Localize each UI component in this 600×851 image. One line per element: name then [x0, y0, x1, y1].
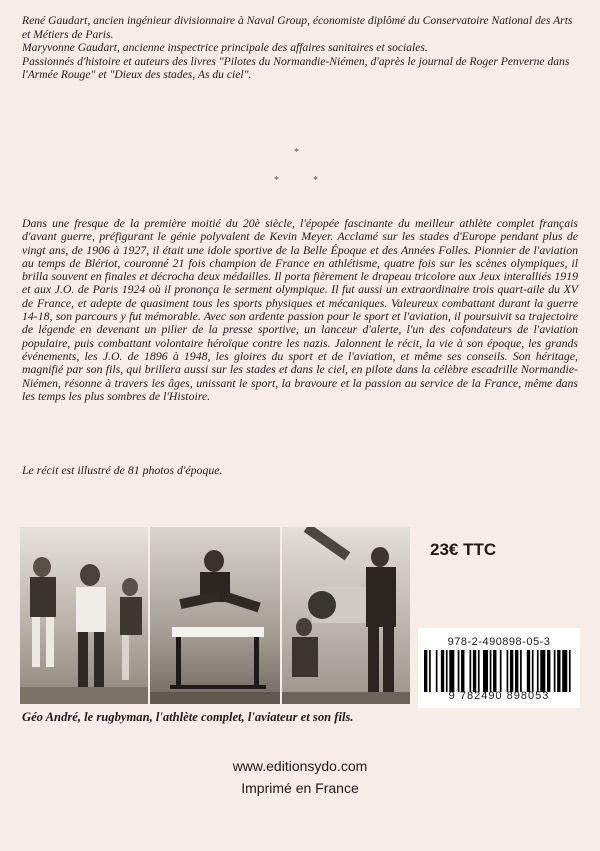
barcode-digits: 9 782490 898053 — [448, 690, 550, 702]
dinkus-star: * — [313, 175, 318, 186]
printed-in-label: Imprimé en France — [241, 780, 359, 796]
author-bio-books: Passionnés d'histoire et auteurs des livres "Pilotes du Normandie-Niémen, d'après le journal de Roger Penverne dans l'Armée Rouge" et "Dieux des stades, As du ciel". — [22, 54, 570, 82]
hurdle-photo — [150, 527, 280, 704]
publisher-footer — [0, 755, 600, 799]
dinkus-separator — [0, 140, 600, 190]
book-blurb: Dans une fresque de la première moitié du 20è siècle, l'épopée fascinante du meilleur athlète complet français d'avant guerre, préfigurant le génie polyvalent de Kevin Meyer. Acclamé sur les stades d'Europe pendant plus de vingt ans, de 1906 à 1927, il était une idole sportive de la Belle Époque et des Années Folles. Pionnier de l'aviation au temps de Blériot, couronné 21 fois champion de France en athlétisme, quatre fois sur les scènes olympiques, il brilla souvent en finales et décrocha deux médailles. Il porta fièrement le drapeau tricolore aux Jeux interalliés 1919 et aux J.O. de Paris 1924 où il prononça le serment olympique. Il fut aussi un extraordinaire trois quart-aile du XV de France, et adepte de quasiment tous les sports physiques et mécaniques. Valeureux combattant durant la guerre 14-18, son parcours y fut mémorable. Avec son ardente passion pour le sport et l'aviation, il poursuivit sa trajectoire de légende en devenant un pilier de la presse sportive, un lanceur d'alerte, l'un des cofondateurs de l'aviation populaire, puis combattant volontaire héroïque contre les nazis. Jalonnent le récit, la vie à son époque, les grands événements, les J.O. de 1896 à 1948, les gloires du sport et de l'aviation, et même ses conseils. Son héritage, magnifié par son fils, qui brillera aussi sur les stades et dans le ciel, en pilote dans la célèbre escadrille Normandie-Niémen, résonne à travers les âges, unissant le sport, la bravoure et la passion au service de la France, même dans les temps les plus sombres de l'Histoire. — [22, 216, 578, 403]
author-bio-rene: René Gaudart, ancien ingénieur divisionnaire à Naval Group, économiste diplômé du Conservatoire National des Arts et Métiers de Paris. — [22, 14, 573, 41]
photo-caption: Géo André, le rugbyman, l'athlète complet, l'aviateur et son fils. — [22, 710, 354, 724]
publisher-website[interactable]: www.editionsydo.com — [232, 758, 368, 774]
illustration-note: Le récit est illustré de 81 photos d'époque. — [22, 463, 223, 477]
author-bio-maryvonne: Maryvonne Gaudart, ancienne inspectrice principale des affaires sanitaires et sociales. — [22, 41, 428, 55]
dinkus-star: * — [274, 175, 279, 186]
aviator-photo — [282, 527, 410, 704]
price-label: 23€ TTC — [430, 540, 497, 559]
dinkus-star: * — [294, 147, 299, 158]
barcode-bars — [424, 650, 574, 692]
isbn-barcode — [418, 628, 580, 708]
isbn-number: 978-2-490898-05-3 — [447, 636, 551, 648]
author-bios — [22, 14, 578, 82]
photo-strip — [20, 527, 410, 704]
rugby-photo — [20, 527, 148, 704]
